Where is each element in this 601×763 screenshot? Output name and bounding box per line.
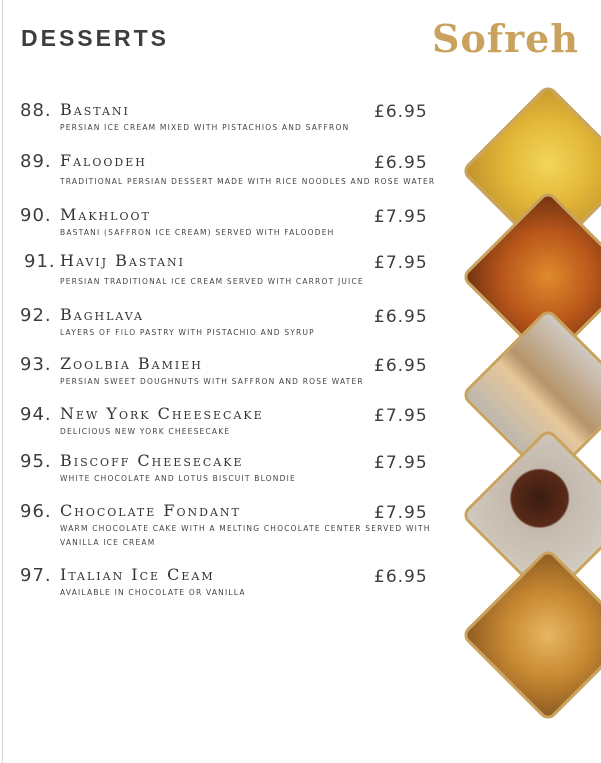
dessert-photo xyxy=(460,547,601,722)
item-description: PERSIAN SWEET DOUGHNUTS WITH SAFFRON AND ROSE WATER xyxy=(60,377,364,386)
item-price: £6.95 xyxy=(374,153,428,173)
item-description: AVAILABLE IN CHOCOLATE OR VANILLA xyxy=(60,588,246,597)
item-number: 91. xyxy=(24,251,56,272)
item-price: £6.95 xyxy=(374,356,428,376)
page-title: DESSERTS xyxy=(21,25,169,51)
item-number: 93. xyxy=(20,354,52,375)
item-name: Biscoff Cheesecake xyxy=(60,451,244,470)
item-number: 88. xyxy=(20,100,52,121)
item-name: Havij Bastani xyxy=(60,251,186,270)
item-name: Baghlava xyxy=(60,305,144,324)
item-price: £7.95 xyxy=(374,207,428,227)
item-description: PERSIAN ICE CREAM MIXED WITH PISTACHIOS AND SAFFRON xyxy=(60,123,350,132)
item-name: Bastani xyxy=(60,100,130,119)
item-number: 89. xyxy=(20,151,52,172)
item-price: £7.95 xyxy=(374,253,428,273)
item-description: BASTANI (SAFFRON ICE CREAM) SERVED WITH FALOODEH xyxy=(60,228,335,237)
brand-logo: Sofreh xyxy=(432,16,579,61)
item-number: 97. xyxy=(20,565,52,586)
item-description: LAYERS OF FILO PASTRY WITH PISTACHIO AND SYRUP xyxy=(60,328,315,337)
item-price: £6.95 xyxy=(374,307,428,327)
item-name: Makhloot xyxy=(60,205,151,224)
dessert-photo-strip xyxy=(466,95,601,763)
item-price: £6.95 xyxy=(374,102,428,122)
item-price: £7.95 xyxy=(374,453,428,473)
item-name: New York Cheesecake xyxy=(60,404,264,423)
item-price: £7.95 xyxy=(374,406,428,426)
item-description: PERSIAN TRADITIONAL ICE CREAM SERVED WITH CARROT JUICE xyxy=(60,277,364,286)
item-description: WHITE CHOCOLATE AND LOTUS BISCUIT BLONDIE xyxy=(60,474,296,483)
item-description: WARM CHOCOLATE CAKE WITH A MELTING CHOCOLATE CENTER SERVED WITH VANILLA ICE CREAM xyxy=(60,524,431,547)
item-number: 90. xyxy=(20,205,52,226)
item-name: Faloodeh xyxy=(60,151,147,170)
item-name: Zoolbia Bamieh xyxy=(60,354,203,373)
item-number: 96. xyxy=(20,501,52,522)
item-name: Italian Ice Ceam xyxy=(60,565,215,584)
page-edge-divider xyxy=(2,0,3,763)
item-price: £7.95 xyxy=(374,503,428,523)
item-name: Chocolate Fondant xyxy=(60,501,241,520)
item-description: TRADITIONAL PERSIAN DESSERT MADE WITH RICE NOODLES AND ROSE WATER xyxy=(60,177,436,186)
item-price: £6.95 xyxy=(374,567,428,587)
item-number: 94. xyxy=(20,404,52,425)
item-description: DELICIOUS NEW YORK CHEESECAKE xyxy=(60,427,231,436)
item-number: 92. xyxy=(20,305,52,326)
item-number: 95. xyxy=(20,451,52,472)
